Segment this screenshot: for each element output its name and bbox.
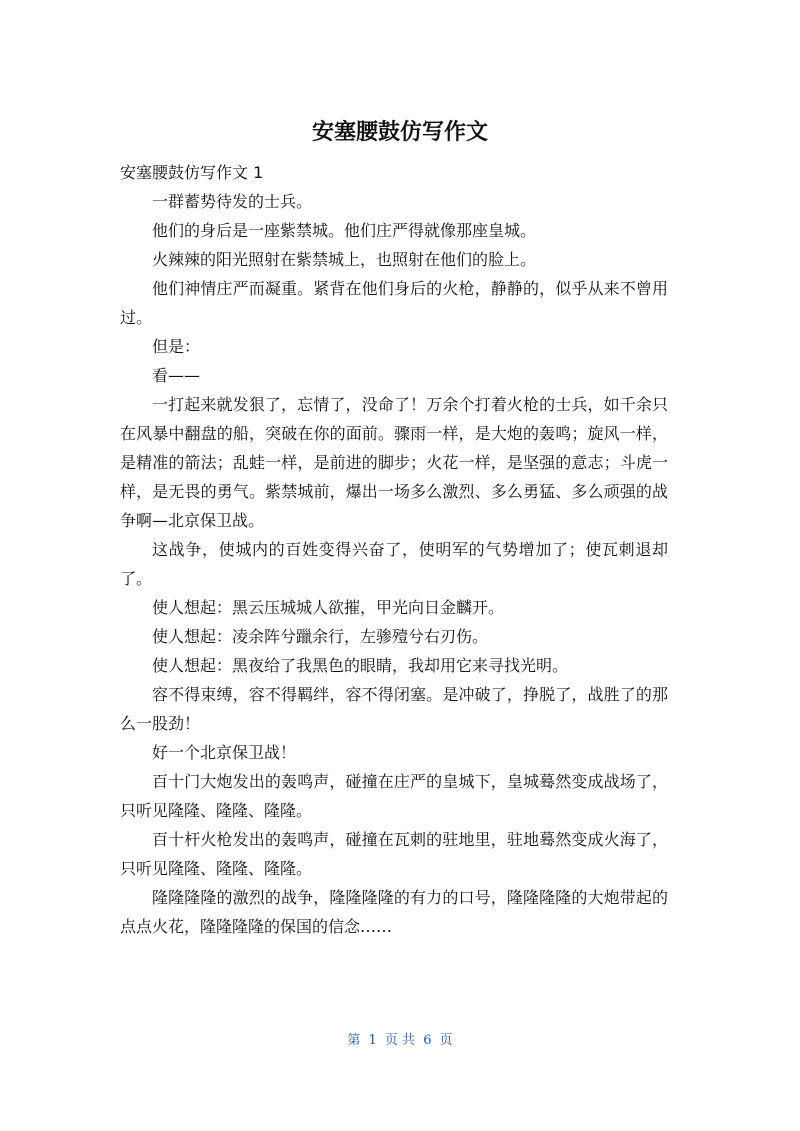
paragraph: 他们的身后是一座紫禁城。他们庄严得就像那座皇城。 [152, 221, 537, 240]
footer-suffix: 页 [439, 1033, 453, 1048]
paragraph: 使人想起：黑夜给了我黑色的眼睛，我却用它来寻找光明。 [152, 656, 569, 675]
paragraph: 百十门大炮发出的轰鸣声，碰撞在庄严的皇城下，皇城蓦然变成战场了，只听见隆隆、隆隆、隆隆。 [120, 772, 668, 820]
total-pages-number: 6 [423, 1033, 432, 1048]
paragraph: 火辣辣的阳光照射在紫禁城上，也照射在他们的脸上。 [152, 250, 537, 269]
paragraph: 一群蓄势待发的士兵。 [152, 192, 313, 211]
current-page-number: 1 [368, 1033, 377, 1048]
section-heading: 安塞腰鼓仿写作文 1 [120, 163, 264, 182]
paragraph: 使人想起：黑云压城城人欲摧，甲光向日金麟开。 [152, 598, 505, 617]
paragraph: 容不得束缚，容不得羁绊，容不得闭塞。是冲破了，挣脱了，战胜了的那么一股劲！ [120, 685, 668, 733]
document-body [120, 158, 668, 941]
footer-middle: 页 共 [384, 1033, 416, 1048]
paragraph: 一打起来就发狠了，忘情了，没命了！万余个打着火枪的士兵，如千余只在风暴中翻盘的船，突破在你的面前。骤雨一样，是大炮的轰鸣；旋风一样，是精准的箭法；乱蛙一样，是前进的脚步；火花一样，是坚强的意志；斗虎一样，是无畏的勇气。紫禁城前，爆出一场多么激烈、多么勇猛、多么顽强的战争啊—北京保卫战。 [120, 395, 668, 530]
paragraph: 看—— [152, 366, 201, 385]
paragraph: 他们神情庄严而凝重。紧背在他们身后的火枪，静静的，似乎从来不曾用过。 [120, 279, 668, 327]
paragraph: 好一个北京保卫战！ [152, 743, 297, 762]
paragraph: 这战争，使城内的百姓变得兴奋了，使明军的气势增加了；使瓦刺退却了。 [120, 540, 668, 588]
paragraph: 但是： [152, 337, 201, 356]
paragraph: 百十杆火枪发出的轰鸣声，碰撞在瓦刺的驻地里，驻地蓦然变成火海了，只听见隆隆、隆隆、隆隆。 [120, 830, 668, 878]
footer-prefix: 第 [347, 1033, 361, 1048]
document-title: 安塞腰鼓仿写作文 [311, 120, 488, 145]
paragraph: 使人想起：凌余阵兮躐余行，左骖殪兮右刃伤。 [152, 627, 489, 646]
paragraph: 隆隆隆隆的激烈的战争，隆隆隆隆的有力的口号，隆隆隆隆的大炮带起的点点火花，隆隆隆隆的保国的信念…… [120, 888, 668, 936]
page-footer [0, 1032, 800, 1050]
